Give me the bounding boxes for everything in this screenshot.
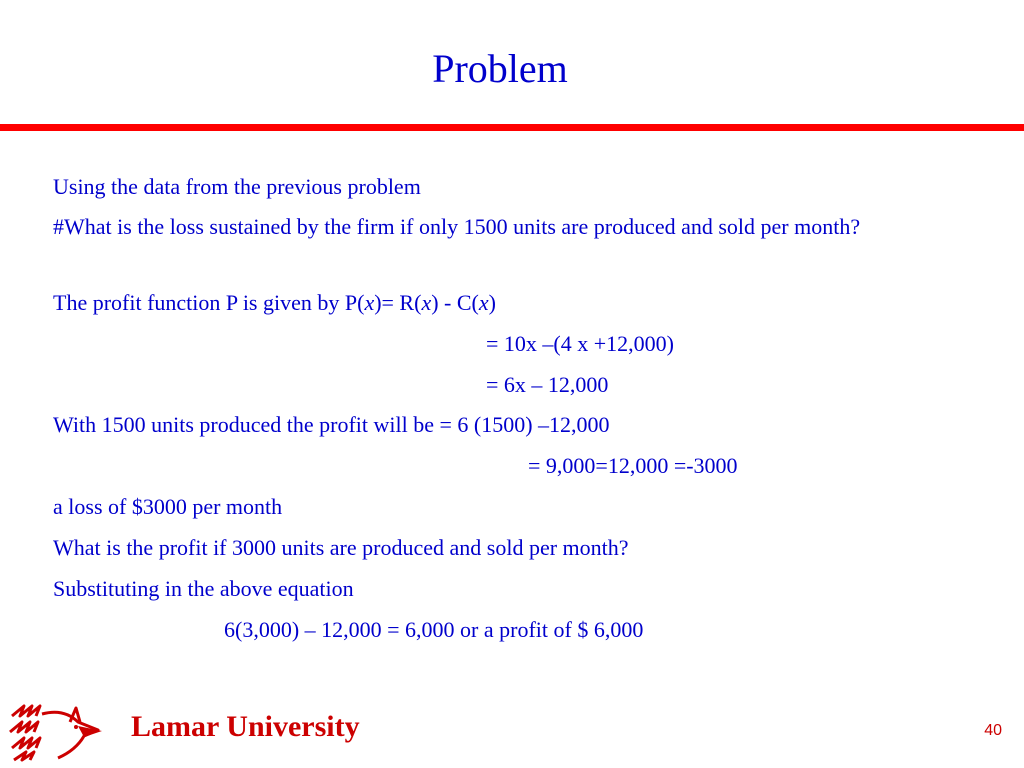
body-line-2: #What is the loss sustained by the firm if only 1500 units are produced and sold per month? <box>53 214 861 239</box>
body-line-6: With 1500 units produced the profit will be = 6 (1500) –12,000 <box>53 412 610 437</box>
body-line-10: Substituting in the above equation <box>53 576 354 601</box>
variable-x: x <box>364 290 375 315</box>
body-line-11: 6(3,000) – 12,000 = 6,000 or a profit of $ 6,000 <box>224 617 644 642</box>
body-line-4: = 10x –(4 x +12,000) <box>486 331 674 356</box>
profit-function-text: The profit function P is given by P( <box>53 290 365 315</box>
variable-x: x <box>421 290 432 315</box>
profit-function-end: ) <box>488 290 496 315</box>
cardinal-logo-icon <box>6 700 118 764</box>
body-line-3 <box>53 290 496 316</box>
variable-x: x <box>478 290 489 315</box>
body-line-7: = 9,000=12,000 =-3000 <box>528 453 738 478</box>
profit-function-mid: )= R( <box>374 290 422 315</box>
profit-function-mid: ) - C( <box>431 290 479 315</box>
body-line-8: a loss of $3000 per month <box>53 494 283 519</box>
slide-title: Problem <box>432 46 568 91</box>
body-line-9: What is the profit if 3000 units are produced and sold per month? <box>53 535 629 560</box>
body-line-5: = 6x – 12,000 <box>486 372 609 397</box>
page-number: 40 <box>984 722 1002 739</box>
body-line-1: Using the data from the previous problem <box>53 174 421 199</box>
university-name: Lamar University <box>131 710 360 743</box>
